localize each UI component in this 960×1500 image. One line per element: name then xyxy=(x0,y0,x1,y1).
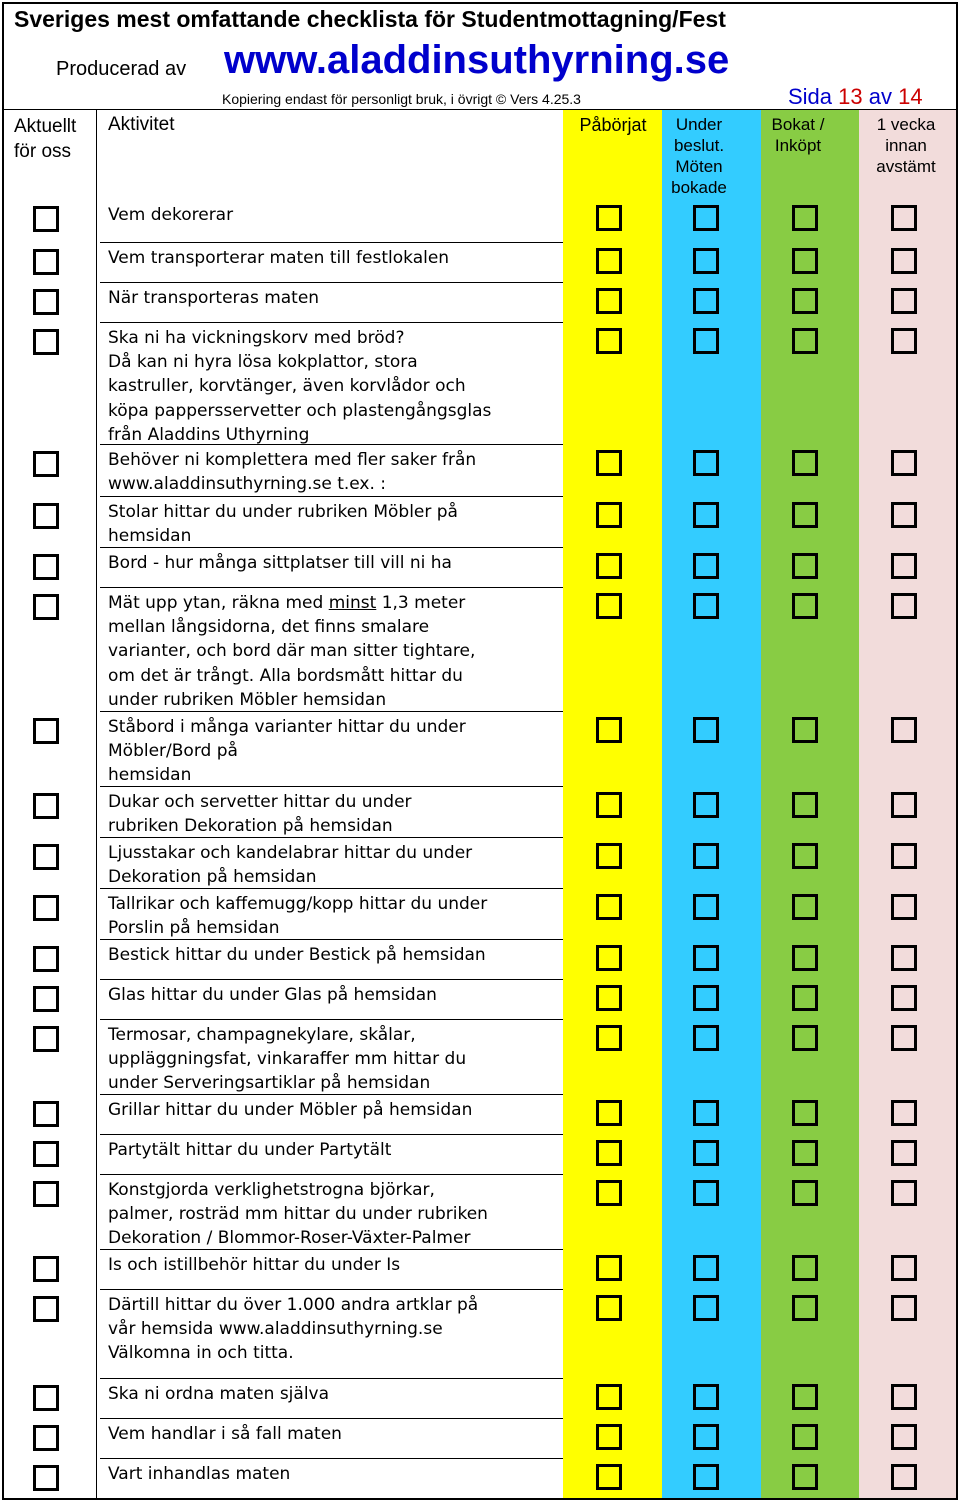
activity-text xyxy=(108,1098,558,1122)
page-sep: av xyxy=(868,84,893,109)
activity-text xyxy=(108,1253,558,1277)
activity-line: När transporteras maten xyxy=(108,288,320,308)
under-beslut-checkbox[interactable] xyxy=(693,1384,719,1410)
vecka-checkbox[interactable] xyxy=(891,502,917,528)
under-beslut-checkbox[interactable] xyxy=(693,945,719,971)
vecka-checkbox[interactable] xyxy=(891,288,917,314)
bokat-checkbox[interactable] xyxy=(792,1025,818,1051)
paborjat-checkbox[interactable] xyxy=(596,717,622,743)
paborjat-checkbox[interactable] xyxy=(596,502,622,528)
bokat-checkbox[interactable] xyxy=(792,1464,818,1490)
activity-line: Möbler/Bord på xyxy=(108,741,238,762)
aktuellt-checkbox[interactable] xyxy=(33,554,59,580)
bokat-checkbox[interactable] xyxy=(792,288,818,314)
activity-line: Vem handlar i så fall maten xyxy=(108,1424,342,1444)
row-divider xyxy=(100,1418,563,1419)
activity-text xyxy=(108,943,558,967)
under-beslut-checkbox[interactable] xyxy=(693,248,719,274)
row-divider xyxy=(100,1174,563,1175)
page-title: Sveriges mest omfattande checklista för Studentmottagning/Fest xyxy=(14,6,726,32)
under-beslut-checkbox[interactable] xyxy=(693,502,719,528)
paborjat-checkbox[interactable] xyxy=(596,985,622,1011)
activity-line: under rubriken Möbler hemsidan xyxy=(108,689,387,710)
paborjat-checkbox[interactable] xyxy=(596,205,622,231)
bokat-checkbox[interactable] xyxy=(792,328,818,354)
aktuellt-checkbox[interactable] xyxy=(33,1181,59,1207)
activity-text xyxy=(108,1023,558,1096)
activity-line: Stolar hittar du under rubriken Möbler på xyxy=(108,502,458,522)
activity-text xyxy=(108,1178,558,1251)
activity-line: Dekoration / Blommor-Roser-Växter-Palmer xyxy=(108,1228,471,1249)
aktuellt-checkbox[interactable] xyxy=(33,451,59,477)
row-divider xyxy=(100,786,563,787)
aktuellt-checkbox[interactable] xyxy=(33,986,59,1012)
row-divider xyxy=(100,242,563,243)
row-divider xyxy=(100,587,563,588)
activity-text xyxy=(108,591,558,712)
activity-line: köpa pappersservetter och plastengångsglas xyxy=(108,400,492,421)
column-header-bokat: Bokat / Inköpt xyxy=(771,115,825,155)
column-header-aktivitet: Aktivitet xyxy=(108,114,175,135)
activity-line: Bord - hur många sittplatser till vill ni ha xyxy=(108,553,452,573)
paborjat-checkbox[interactable] xyxy=(596,945,622,971)
activity-text xyxy=(108,892,558,940)
page-total: 14 xyxy=(898,84,923,109)
aktuellt-checkbox[interactable] xyxy=(33,844,59,870)
aktuellt-checkbox[interactable] xyxy=(33,1385,59,1411)
activity-line: Dekoration på hemsidan xyxy=(108,867,317,888)
vecka-checkbox[interactable] xyxy=(891,1255,917,1281)
aktuellt-checkbox[interactable] xyxy=(33,1465,59,1491)
activity-line: Dukar och servetter hittar du under xyxy=(108,792,412,812)
paborjat-checkbox[interactable] xyxy=(596,248,622,274)
aktuellt-checkbox[interactable] xyxy=(33,249,59,275)
vecka-checkbox[interactable] xyxy=(891,1140,917,1166)
activity-line: under Serveringsartiklar på hemsidan xyxy=(108,1073,431,1094)
under-beslut-checkbox[interactable] xyxy=(693,843,719,869)
row-divider xyxy=(100,1249,563,1250)
activity-line: Konstgjorda verklighetstrogna björkar, xyxy=(108,1180,435,1200)
row-divider xyxy=(100,1134,563,1135)
activity-line: rubriken Dekoration på hemsidan xyxy=(108,816,393,837)
bokat-checkbox[interactable] xyxy=(792,985,818,1011)
aktuellt-checkbox[interactable] xyxy=(33,329,59,355)
row-divider xyxy=(100,322,563,323)
under-beslut-checkbox[interactable] xyxy=(693,1464,719,1490)
activity-text xyxy=(108,715,558,788)
bokat-checkbox[interactable] xyxy=(792,1180,818,1206)
activity-text xyxy=(108,1462,558,1486)
activity-text xyxy=(108,326,558,447)
under-beslut-checkbox[interactable] xyxy=(693,1100,719,1126)
aktuellt-checkbox[interactable] xyxy=(33,1425,59,1451)
bokat-checkbox[interactable] xyxy=(792,1140,818,1166)
activity-line: palmer, rosträd mm hittar du under rubriken xyxy=(108,1204,488,1225)
page-label: Sida xyxy=(788,84,833,109)
under-beslut-checkbox[interactable] xyxy=(693,792,719,818)
paborjat-checkbox[interactable] xyxy=(596,288,622,314)
bokat-checkbox[interactable] xyxy=(792,1384,818,1410)
paborjat-checkbox[interactable] xyxy=(596,553,622,579)
activity-text xyxy=(108,1422,558,1446)
bokat-checkbox[interactable] xyxy=(792,1424,818,1450)
under-beslut-checkbox[interactable] xyxy=(693,985,719,1011)
bokat-checkbox[interactable] xyxy=(792,205,818,231)
activity-line: Ska ni ordna maten själva xyxy=(108,1384,330,1404)
aktuellt-checkbox[interactable] xyxy=(33,289,59,315)
vecka-checkbox[interactable] xyxy=(891,894,917,920)
vecka-checkbox[interactable] xyxy=(891,450,917,476)
under-beslut-checkbox[interactable] xyxy=(693,288,719,314)
activity-text xyxy=(108,286,558,310)
activity-text xyxy=(108,203,558,227)
activity-line: hemsidan xyxy=(108,765,192,786)
under-beslut-checkbox[interactable] xyxy=(693,1424,719,1450)
vecka-checkbox[interactable] xyxy=(891,945,917,971)
activity-line: Vart inhandlas maten xyxy=(108,1464,291,1484)
activity-text xyxy=(108,500,558,548)
paborjat-checkbox[interactable] xyxy=(596,1180,622,1206)
activity-text xyxy=(108,790,558,838)
under-beslut-checkbox[interactable] xyxy=(693,1180,719,1206)
row-divider xyxy=(100,939,563,940)
activity-line: www.aladdinsuthyrning.se t.ex. : xyxy=(108,474,387,495)
paborjat-checkbox[interactable] xyxy=(596,1255,622,1281)
paborjat-checkbox[interactable] xyxy=(596,328,622,354)
paborjat-checkbox[interactable] xyxy=(596,450,622,476)
bokat-checkbox[interactable] xyxy=(792,593,818,619)
column-header-aktuellt: Aktuellt för oss xyxy=(14,116,77,162)
under-beslut-checkbox[interactable] xyxy=(693,717,719,743)
activity-line: vår hemsida www.aladdinsuthyrning.se xyxy=(108,1319,443,1340)
activity-line: Mät upp ytan, räkna med minst 1,3 meter xyxy=(108,593,466,613)
under-beslut-checkbox[interactable] xyxy=(693,1255,719,1281)
activity-line: från Aladdins Uthyrning xyxy=(108,424,310,445)
aktuellt-checkbox[interactable] xyxy=(33,503,59,529)
paborjat-checkbox[interactable] xyxy=(596,1424,622,1450)
activity-line: Då kan ni hyra lösa kokplattor, stora xyxy=(108,352,418,373)
activity-text xyxy=(108,448,558,496)
paborjat-checkbox[interactable] xyxy=(596,1025,622,1051)
activity-line: hemsidan xyxy=(108,526,192,547)
activity-text xyxy=(108,1293,558,1366)
activity-line: kastruller, korvtänger, även korvlådor och xyxy=(108,376,466,397)
bokat-checkbox[interactable] xyxy=(792,792,818,818)
activity-line: Därtill hittar du över 1.000 andra artklar på xyxy=(108,1295,479,1315)
bokat-checkbox[interactable] xyxy=(792,894,818,920)
bokat-checkbox[interactable] xyxy=(792,945,818,971)
vecka-checkbox[interactable] xyxy=(891,843,917,869)
vecka-checkbox[interactable] xyxy=(891,792,917,818)
activity-text xyxy=(108,1138,558,1162)
bokat-checkbox[interactable] xyxy=(792,1100,818,1126)
row-divider xyxy=(100,979,563,980)
paborjat-checkbox[interactable] xyxy=(596,1384,622,1410)
bokat-checkbox[interactable] xyxy=(792,553,818,579)
row-divider xyxy=(100,1289,563,1290)
vecka-checkbox[interactable] xyxy=(891,717,917,743)
activity-line: Ljusstakar och kandelabrar hittar du under xyxy=(108,843,473,863)
under-beslut-checkbox[interactable] xyxy=(693,1140,719,1166)
copy-note: Kopiering endast för personligt bruk, i övrigt © Vers 4.25.3 xyxy=(222,91,581,107)
activity-line: varianter, och bord där man sitter tightare, xyxy=(108,641,476,662)
activity-line: Välkomna in och titta. xyxy=(108,1343,294,1364)
aktuellt-checkbox[interactable] xyxy=(33,594,59,620)
bokat-checkbox[interactable] xyxy=(792,248,818,274)
row-divider xyxy=(100,1094,563,1095)
under-beslut-checkbox[interactable] xyxy=(693,894,719,920)
vecka-checkbox[interactable] xyxy=(891,1295,917,1321)
paborjat-checkbox[interactable] xyxy=(596,1295,622,1321)
aktuellt-checkbox[interactable] xyxy=(33,1101,59,1127)
under-beslut-checkbox[interactable] xyxy=(693,205,719,231)
paborjat-checkbox[interactable] xyxy=(596,1100,622,1126)
bokat-checkbox[interactable] xyxy=(792,717,818,743)
row-divider xyxy=(100,547,563,548)
bokat-checkbox[interactable] xyxy=(792,450,818,476)
paborjat-checkbox[interactable] xyxy=(596,792,622,818)
row-divider xyxy=(100,888,563,889)
vecka-checkbox[interactable] xyxy=(891,1464,917,1490)
activity-line: Ska ni ha vickningskorv med bröd? xyxy=(108,328,405,348)
row-divider xyxy=(100,496,563,497)
under-beslut-checkbox[interactable] xyxy=(693,553,719,579)
vecka-checkbox[interactable] xyxy=(891,205,917,231)
vecka-checkbox[interactable] xyxy=(891,248,917,274)
paborjat-checkbox[interactable] xyxy=(596,894,622,920)
activity-line: uppläggningsfat, vinkaraffer mm hittar du xyxy=(108,1049,467,1070)
activity-line: Vem transporterar maten till festlokalen xyxy=(108,248,450,268)
activity-line: Ståbord i många varianter hittar du under xyxy=(108,717,466,737)
vecka-checkbox[interactable] xyxy=(891,553,917,579)
aktuellt-checkbox[interactable] xyxy=(33,946,59,972)
activity-line: Partytält hittar du under Partytält xyxy=(108,1140,392,1160)
vecka-checkbox[interactable] xyxy=(891,1025,917,1051)
row-divider xyxy=(100,1458,563,1459)
aktuellt-checkbox[interactable] xyxy=(33,895,59,921)
paborjat-checkbox[interactable] xyxy=(596,1140,622,1166)
header-divider xyxy=(4,109,956,110)
activity-text xyxy=(108,841,558,889)
website-link[interactable]: www.aladdinsuthyrning.se xyxy=(224,38,730,82)
under-beslut-checkbox[interactable] xyxy=(693,1025,719,1051)
activity-line: Behöver ni komplettera med fler saker från xyxy=(108,450,477,470)
under-beslut-checkbox[interactable] xyxy=(693,1295,719,1321)
activity-text xyxy=(108,246,558,270)
vecka-checkbox[interactable] xyxy=(891,1100,917,1126)
activity-line: mellan långsidorna, det finns smalare xyxy=(108,617,430,638)
page-indicator xyxy=(788,84,923,110)
bokat-checkbox[interactable] xyxy=(792,502,818,528)
row-divider xyxy=(100,1019,563,1020)
aktuellt-checkbox[interactable] xyxy=(33,1026,59,1052)
activity-line: Porslin på hemsidan xyxy=(108,918,280,939)
activity-line: Is och istillbehör hittar du under Is xyxy=(108,1255,401,1275)
under-beslut-checkbox[interactable] xyxy=(693,593,719,619)
paborjat-checkbox[interactable] xyxy=(596,843,622,869)
aktuellt-checkbox[interactable] xyxy=(33,793,59,819)
activity-line: Glas hittar du under Glas på hemsidan xyxy=(108,985,437,1005)
column-header-paborjat: Påbörjat xyxy=(579,115,647,135)
row-divider xyxy=(100,711,563,712)
produced-by-label: Producerad av xyxy=(56,58,187,80)
activity-text xyxy=(108,983,558,1007)
under-beslut-checkbox[interactable] xyxy=(693,450,719,476)
paborjat-checkbox[interactable] xyxy=(596,1464,622,1490)
bokat-checkbox[interactable] xyxy=(792,1295,818,1321)
bokat-checkbox[interactable] xyxy=(792,843,818,869)
activity-line: om det är trångt. Alla bordsmått hittar du xyxy=(108,665,463,686)
row-divider xyxy=(100,444,563,445)
vecka-checkbox[interactable] xyxy=(891,1384,917,1410)
row-divider xyxy=(100,1378,563,1379)
vecka-checkbox[interactable] xyxy=(891,985,917,1011)
vecka-checkbox[interactable] xyxy=(891,1180,917,1206)
aktuellt-checkbox[interactable] xyxy=(33,1141,59,1167)
aktuellt-checkbox[interactable] xyxy=(33,206,59,232)
paborjat-checkbox[interactable] xyxy=(596,593,622,619)
vecka-checkbox[interactable] xyxy=(891,328,917,354)
vecka-checkbox[interactable] xyxy=(891,1424,917,1450)
column-divider xyxy=(96,110,97,1498)
under-beslut-checkbox[interactable] xyxy=(693,328,719,354)
aktuellt-checkbox[interactable] xyxy=(33,718,59,744)
row-divider xyxy=(100,282,563,283)
page-current: 13 xyxy=(838,84,863,109)
activity-line: Bestick hittar du under Bestick på hemsidan xyxy=(108,945,486,965)
column-header-vecka: 1 vecka innan avstämt xyxy=(876,115,936,176)
aktuellt-checkbox[interactable] xyxy=(33,1256,59,1282)
activity-line: Tallrikar och kaffemugg/kopp hittar du under xyxy=(108,894,488,914)
activity-line: Grillar hittar du under Möbler på hemsidan xyxy=(108,1100,473,1120)
activity-text xyxy=(108,551,558,575)
row-divider xyxy=(100,837,563,838)
vecka-checkbox[interactable] xyxy=(891,593,917,619)
activity-line: Termosar, champagnekylare, skålar, xyxy=(108,1025,416,1045)
bokat-checkbox[interactable] xyxy=(792,1255,818,1281)
activity-line: Vem dekorerar xyxy=(108,205,234,225)
column-header-under-beslut: Under beslut. Möten bokade xyxy=(671,115,727,197)
aktuellt-checkbox[interactable] xyxy=(33,1296,59,1322)
activity-text xyxy=(108,1382,558,1406)
